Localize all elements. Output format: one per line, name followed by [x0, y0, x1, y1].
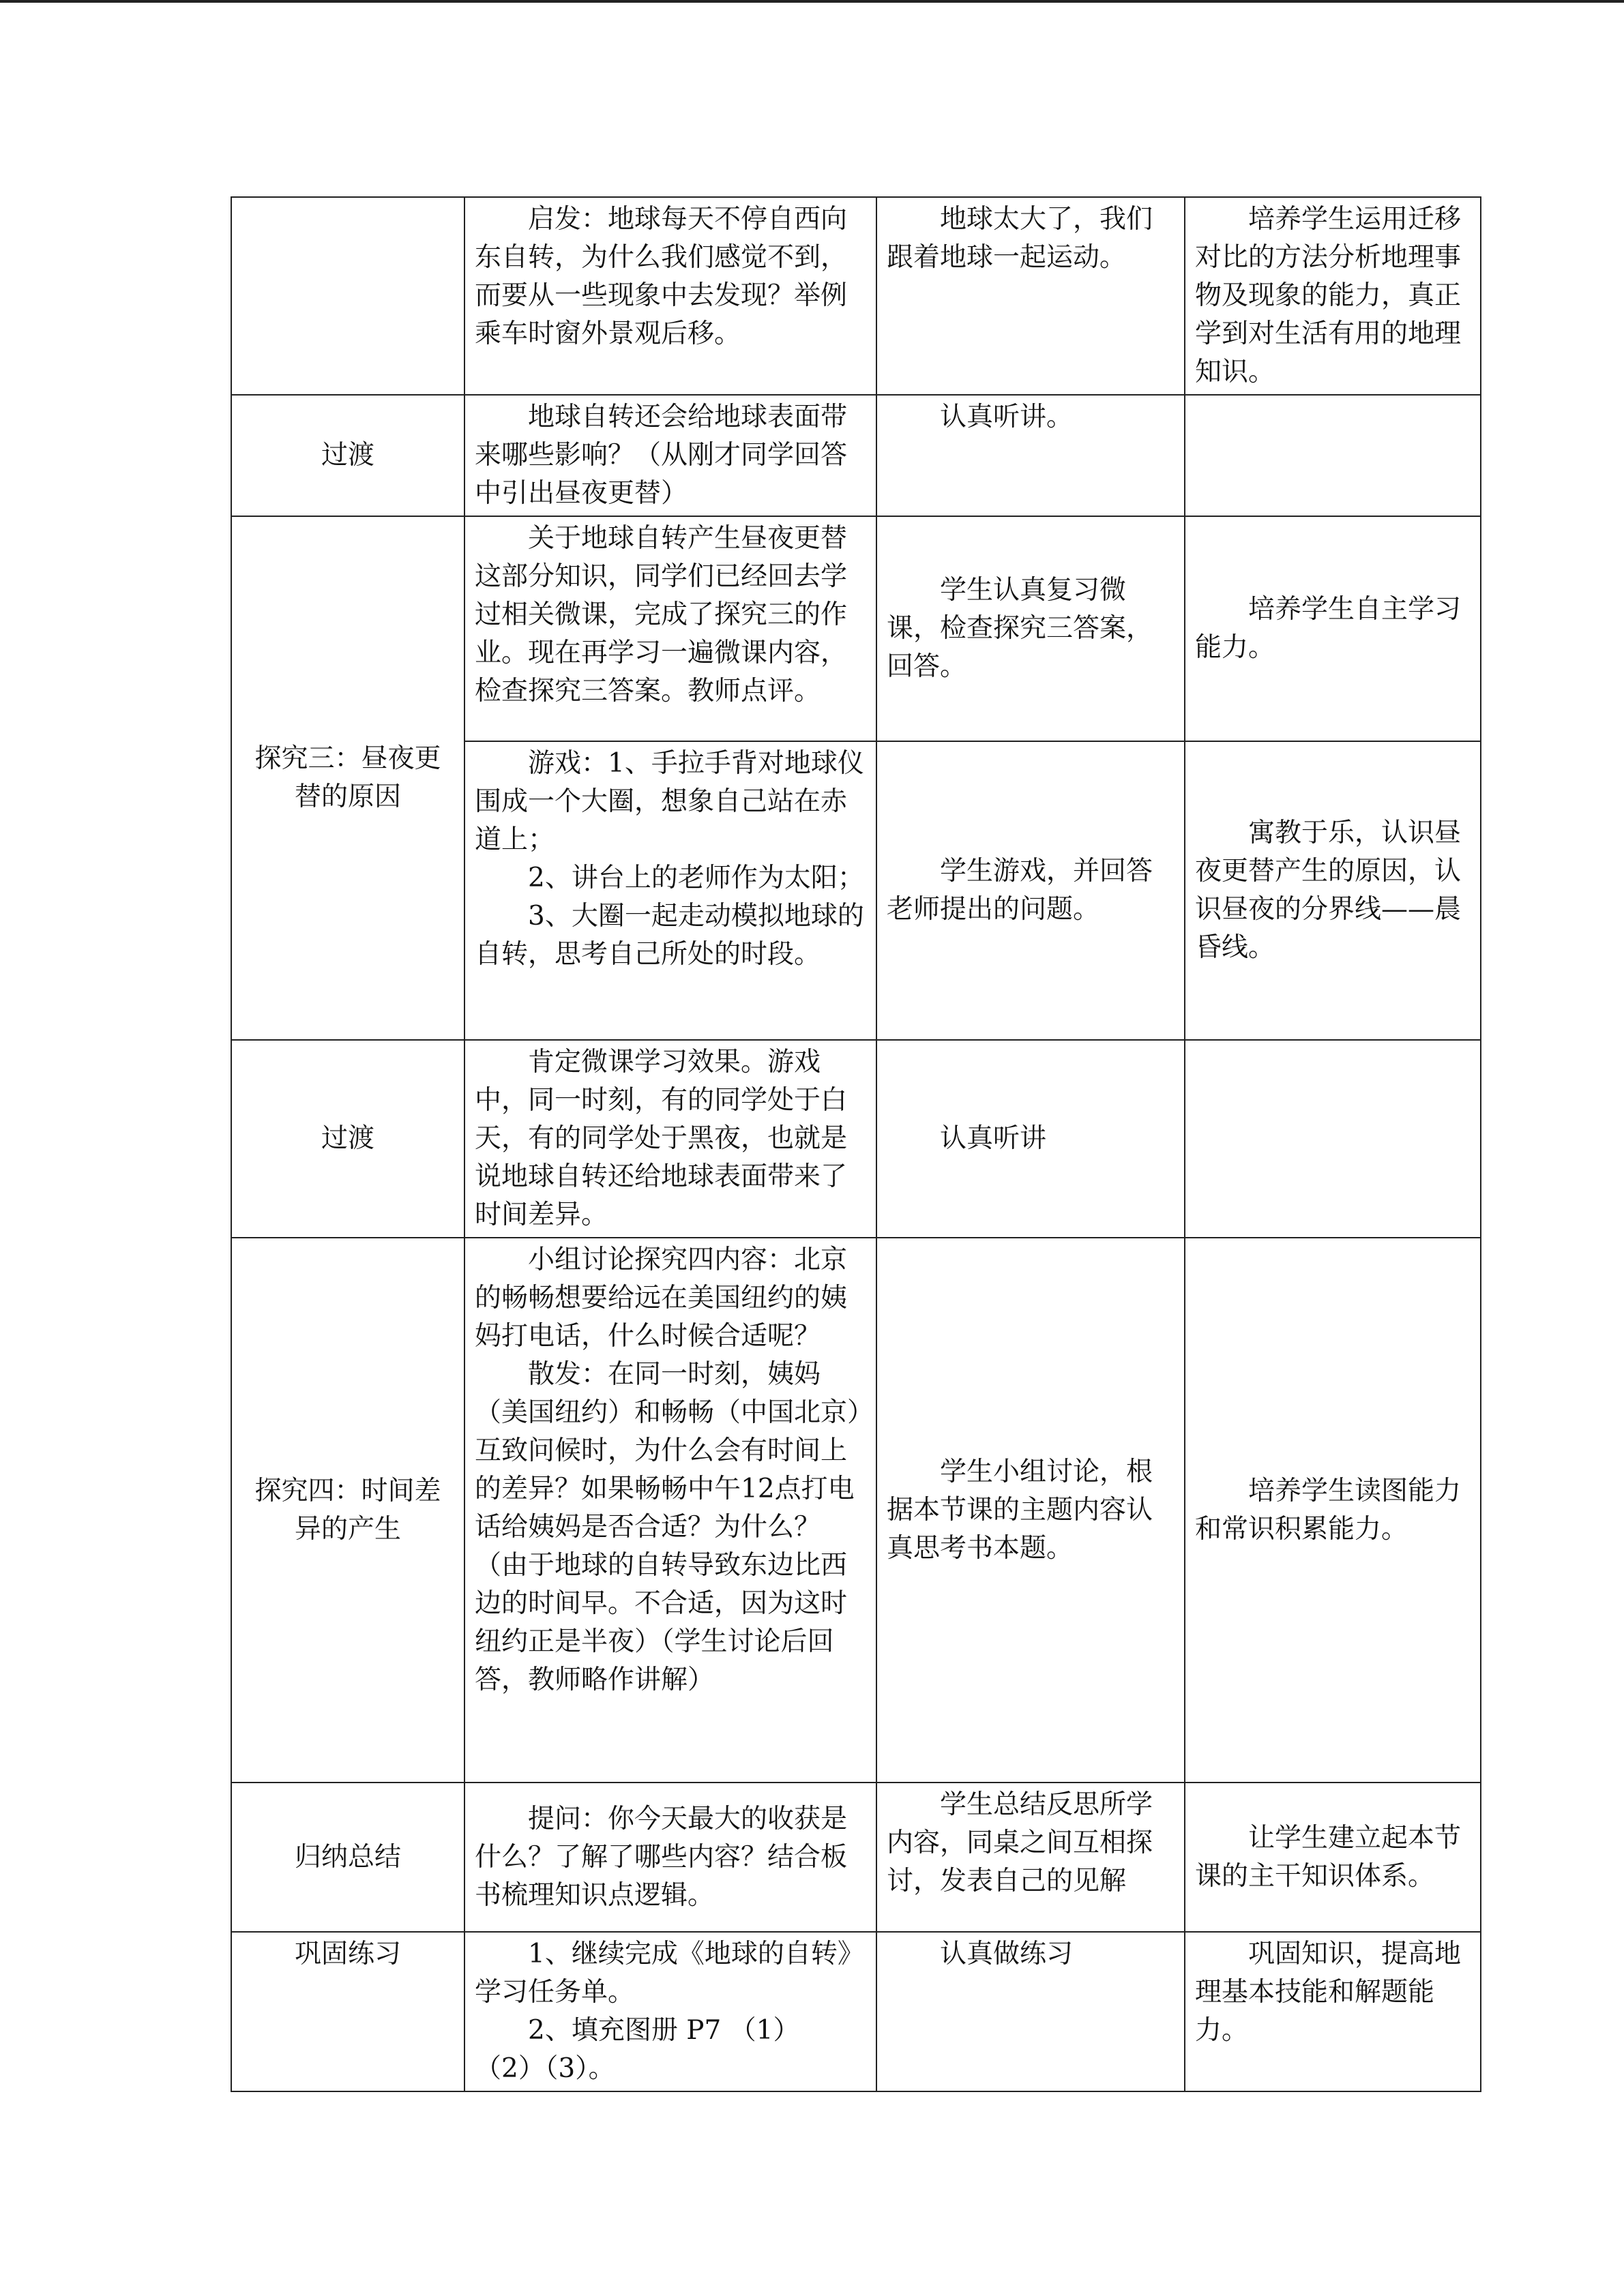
table-row	[231, 395, 1481, 516]
design-intent-text: 培养学生运用迁移对比的方法分析地理事物及现象的能力，真正学到对生活有用的地理知识。	[1195, 204, 1462, 387]
design-intent-cell	[1185, 1932, 1481, 2091]
teacher-activity-cell	[464, 1238, 876, 1783]
student-activity-cell	[876, 516, 1185, 741]
student-activity-text: 地球太大了，我们跟着地球一起运动。	[887, 204, 1153, 273]
teacher-activity-text: 3、大圈一起走动模拟地球的自转，思考自己所处的时段。	[475, 901, 864, 970]
student-activity-text: 学生游戏，并回答老师提出的问题。	[887, 856, 1153, 925]
teacher-activity-cell	[464, 1040, 876, 1238]
teacher-activity-text: 关于地球自转产生昼夜更替这部分知识，同学们已经回去学过相关微课，完成了探究三的作业。现在再学习一遍微课内容，检查探究三答案。教师点评。	[475, 523, 848, 706]
teacher-activity-text: 启发：地球每天不停自西向东自转，为什么我们感觉不到，而要从一些现象中去发现？举例乘车时窗外景观后移。	[475, 204, 848, 349]
teacher-activity-text: （2）（3）。	[475, 2053, 615, 2084]
stage-cell: 探究三：昼夜更替的原因	[231, 516, 464, 1040]
design-intent-cell	[1185, 516, 1481, 741]
teacher-activity-text: 地球自转还会给地球表面带来哪些影响？（从刚才同学回答中引出昼夜更替）	[475, 402, 848, 509]
student-activity-cell	[876, 1238, 1185, 1783]
design-intent-text: 培养学生自主学习能力。	[1195, 594, 1462, 663]
teacher-activity-text: 肯定微课学习效果。游戏中，同一时刻，有的同学处于白天，有的同学处于黑夜，也就是说地球自转还给地球表面带来了时间差异。	[475, 1047, 848, 1230]
student-activity-cell	[876, 1932, 1185, 2091]
student-activity-text: 学生小组讨论，根据本节课的主题内容认真思考书本题。	[887, 1456, 1153, 1564]
table-row	[231, 516, 1481, 741]
student-activity-cell	[876, 1040, 1185, 1238]
page-top-rule	[0, 0, 1624, 3]
design-intent-cell	[1185, 197, 1481, 395]
table-row	[231, 1932, 1481, 2091]
table-row	[231, 197, 1481, 395]
table-row	[231, 1783, 1481, 1932]
table-row	[231, 1040, 1481, 1238]
teacher-activity-text: 游戏：1、手拉手背对地球仪围成一个大圈，想象自己站在赤道上；	[475, 748, 864, 855]
design-intent-text: 寓教于乐，认识昼夜更替产生的原因，认识昼夜的分界线——晨昏线。	[1195, 818, 1462, 963]
design-intent-cell	[1185, 741, 1481, 1040]
stage-cell: 归纳总结	[231, 1783, 464, 1932]
design-intent-cell	[1185, 1783, 1481, 1932]
stage-cell: 过渡	[231, 1040, 464, 1238]
student-activity-cell	[876, 741, 1185, 1040]
design-intent-text: 让学生建立起本节课的主干知识体系。	[1195, 1822, 1462, 1892]
student-activity-text: 认真听讲	[940, 1123, 1047, 1154]
student-activity-text: 认真听讲。	[940, 402, 1074, 432]
teacher-activity-text: 小组讨论探究四内容：北京的畅畅想要给远在美国纽约的姨妈打电话，什么时候合适呢？	[475, 1244, 848, 1352]
teacher-activity-cell	[464, 197, 876, 395]
student-activity-text: 认真做练习	[940, 1939, 1074, 1969]
student-activity-text: 学生总结反思所学内容，同桌之间互相探讨，发表自己的见解	[887, 1789, 1153, 1896]
student-activity-cell	[876, 1783, 1185, 1932]
teacher-activity-cell	[464, 1783, 876, 1932]
teacher-activity-text: 2、讲台上的老师作为太阳；	[528, 863, 864, 893]
stage-cell	[231, 197, 464, 395]
teacher-activity-text: 2、填充图册 P7 （1）	[528, 2015, 800, 2046]
design-intent-text: 培养学生读图能力和常识积累能力。	[1195, 1475, 1462, 1545]
teacher-activity-cell	[464, 741, 876, 1040]
design-intent-cell	[1185, 1238, 1481, 1783]
teacher-activity-text: 1、继续完成《地球的自转》学习任务单。	[475, 1939, 864, 2008]
design-intent-cell	[1185, 1040, 1481, 1238]
teacher-activity-cell	[464, 395, 876, 516]
design-intent-text: 巩固知识，提高地理基本技能和解题能力。	[1195, 1939, 1462, 2046]
table-row	[231, 1238, 1481, 1783]
student-activity-cell	[876, 395, 1185, 516]
student-activity-cell	[876, 197, 1185, 395]
design-intent-cell	[1185, 395, 1481, 516]
teacher-activity-text: 散发：在同一时刻，姨妈（美国纽约）和畅畅（中国北京）互致问候时，为什么会有时间上的差异？如果畅畅中午12点打电话给姨妈是否合适？为什么？（由于地球的自转导致东边比西边的时间早。不合适，因为这时纽约正是半夜）（学生讨论后回答，教师略作讲解）	[475, 1359, 861, 1695]
student-activity-text: 学生认真复习微课，检查探究三答案，回答。	[887, 575, 1153, 682]
stage-cell: 巩固练习	[231, 1932, 464, 2091]
stage-cell: 探究四：时间差异的产生	[231, 1238, 464, 1783]
stage-cell: 过渡	[231, 395, 464, 516]
teacher-activity-cell	[464, 1932, 876, 2091]
teacher-activity-text: 提问：你今天最大的收获是什么？了解了哪些内容？结合板书梳理知识点逻辑。	[475, 1803, 848, 1911]
lesson-plan-table	[231, 196, 1481, 2092]
teacher-activity-cell	[464, 516, 876, 741]
